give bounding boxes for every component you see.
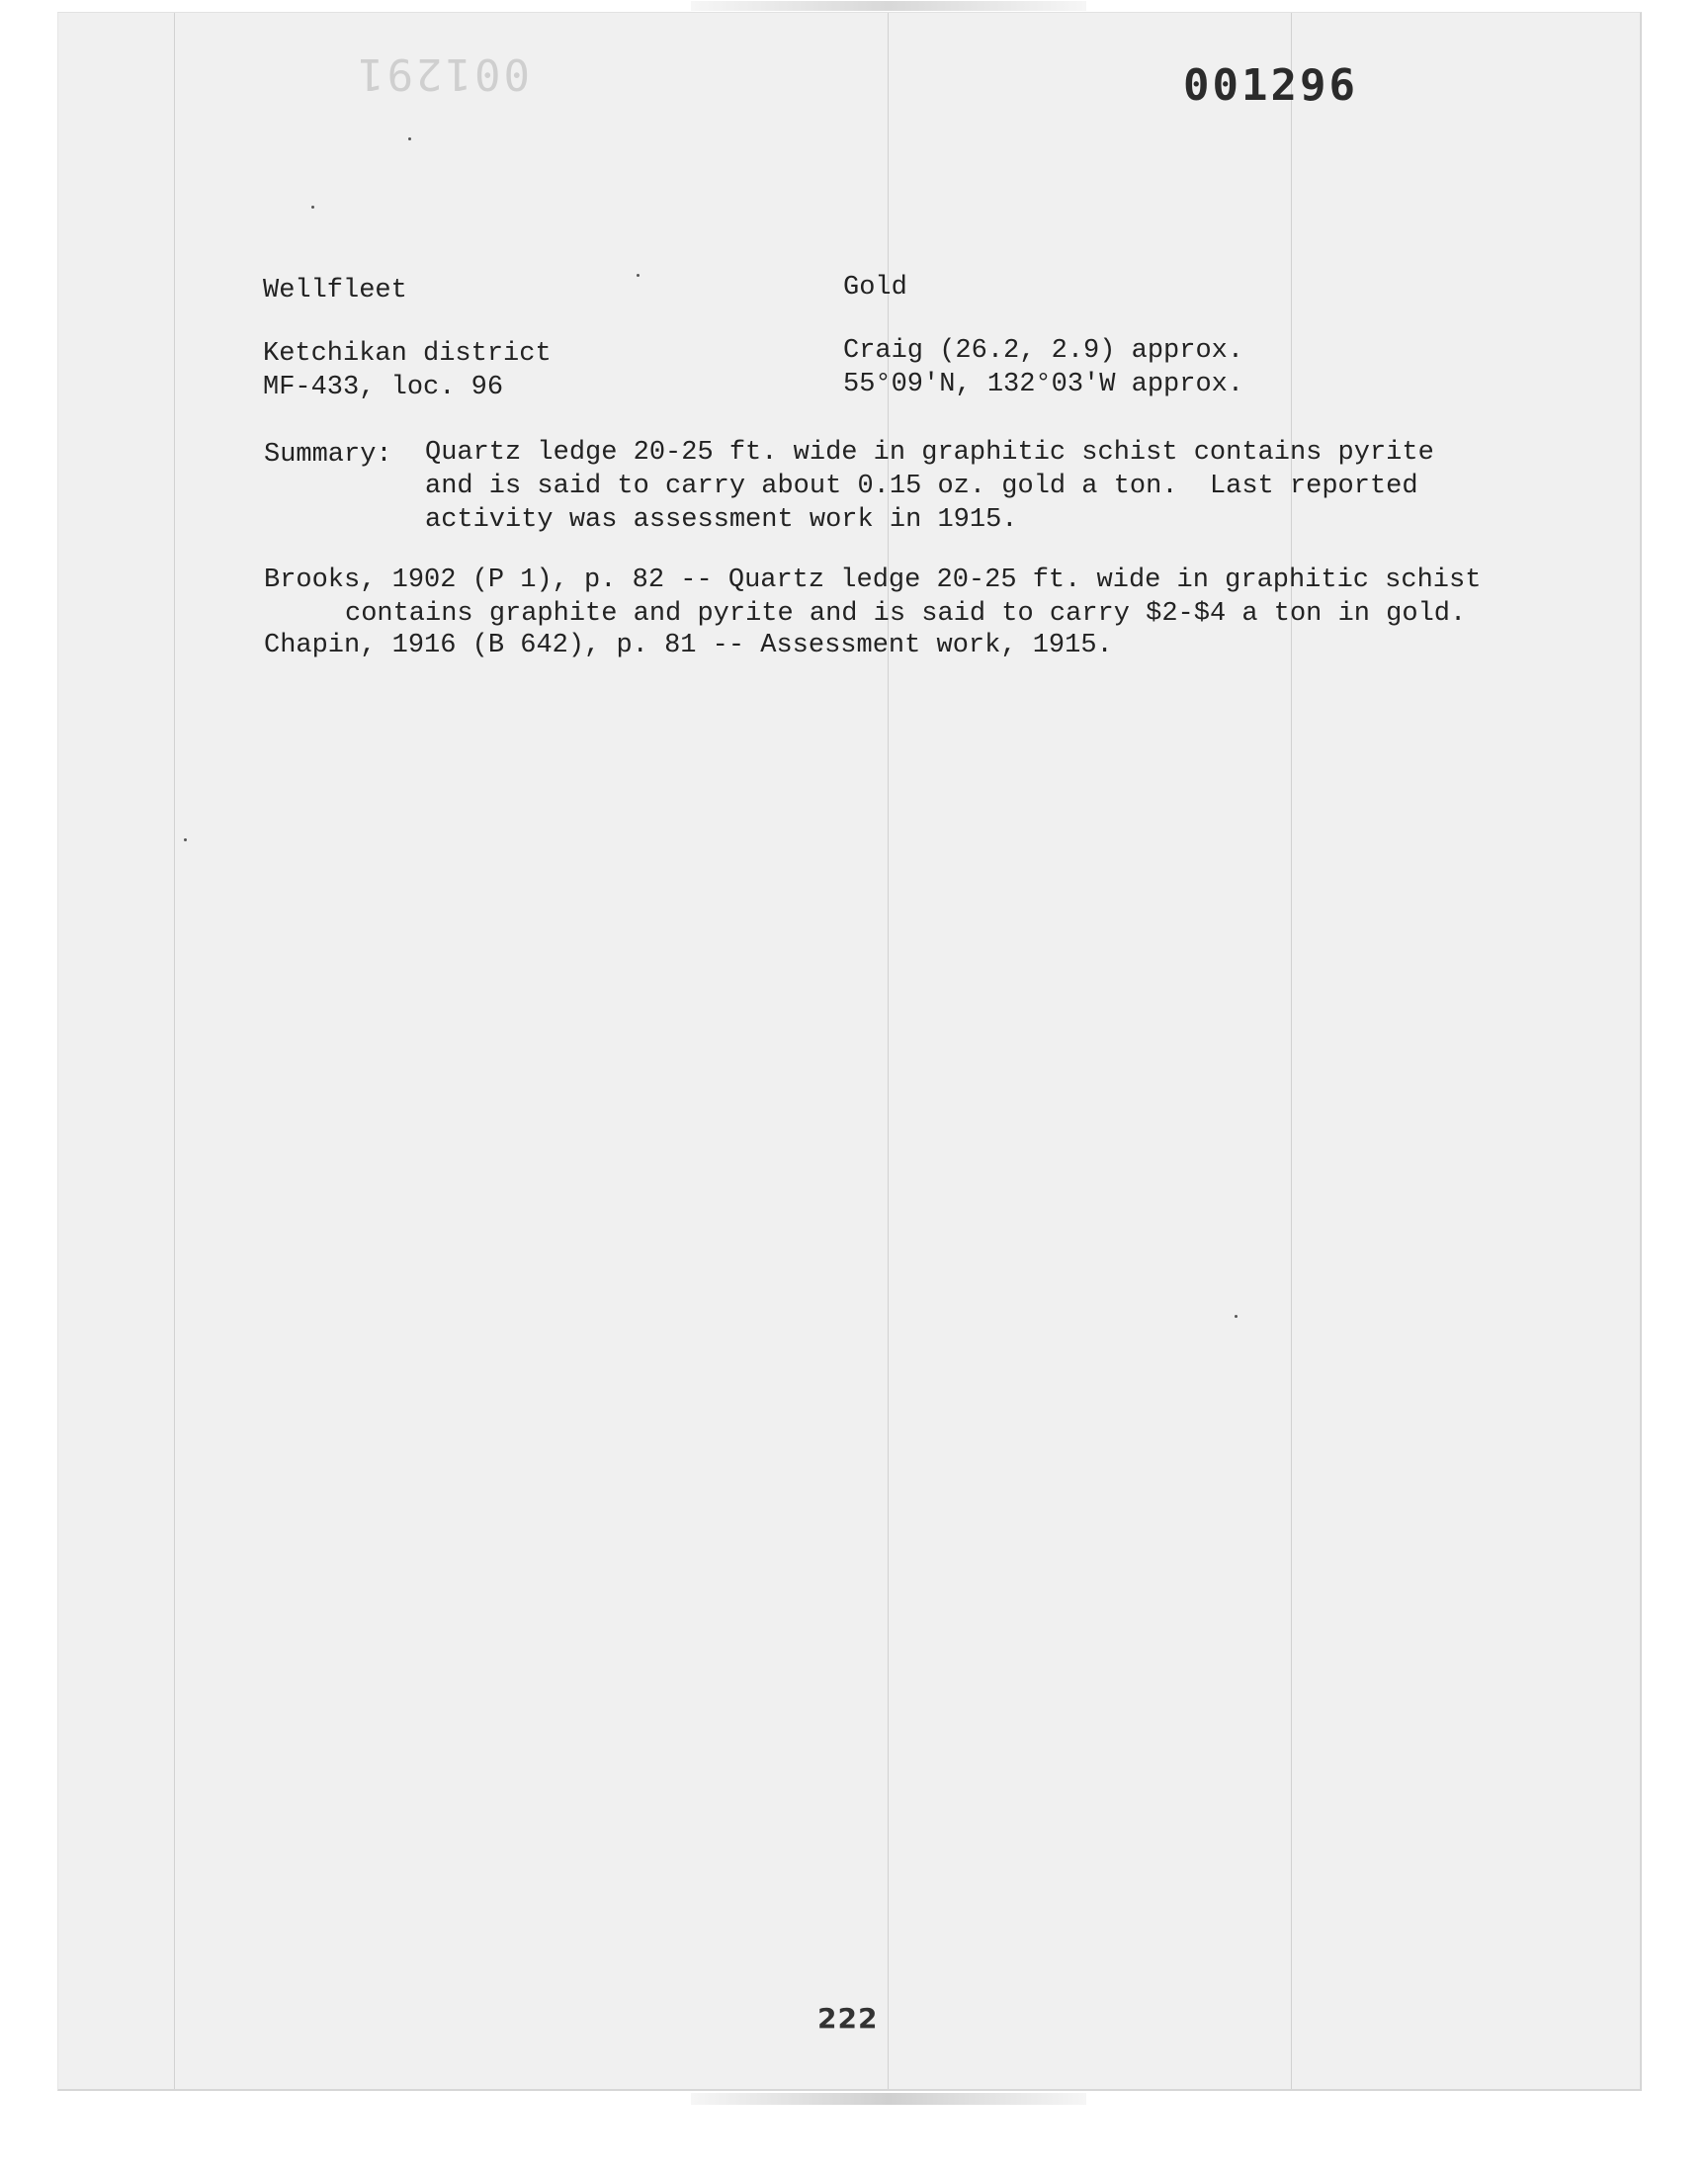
scan-line (174, 13, 175, 2089)
stamp-number: 001296 (1183, 60, 1358, 111)
summary-line: and is said to carry about 0.15 oz. gold a ton. Last reported (425, 472, 1418, 501)
scan-speck (1235, 1315, 1238, 1318)
scan-edge-top (691, 1, 1086, 11)
document-page (57, 12, 1642, 2091)
page-number: 222 (817, 2002, 879, 2035)
scan-line (888, 13, 889, 2089)
reference-line: Brooks, 1902 (P 1), p. 82 -- Quartz ledge 20-25 ft. wide in graphitic schist (264, 566, 1482, 595)
summary-line: activity was assessment work in 1915. (425, 505, 1018, 535)
scan-line (1291, 13, 1292, 2089)
quadrangle: Craig (26.2, 2.9) approx. (843, 336, 1244, 366)
ghost-stamp-number: 001291 (355, 48, 530, 99)
deposit-name: Wellfleet (263, 276, 407, 305)
district: Ketchikan district (263, 339, 552, 369)
map-reference: MF-433, loc. 96 (263, 373, 504, 402)
reference-line: Chapin, 1916 (B 642), p. 81 -- Assessment work, 1915. (264, 631, 1113, 660)
scan-speck (637, 274, 640, 277)
scan-speck (311, 206, 314, 209)
coordinates: 55°09'N, 132°03'W approx. (843, 370, 1244, 399)
reference-continuation: contains graphite and pyrite and is said to carry $2-$4 a ton in gold. (345, 599, 1467, 629)
summary-label: Summary: (264, 440, 392, 470)
commodity: Gold (843, 273, 907, 303)
scan-speck (408, 137, 411, 140)
scan-speck (184, 838, 187, 841)
scan-edge-bottom (691, 2093, 1086, 2105)
summary-line: Quartz ledge 20-25 ft. wide in graphitic schist contains pyrite (425, 438, 1434, 468)
